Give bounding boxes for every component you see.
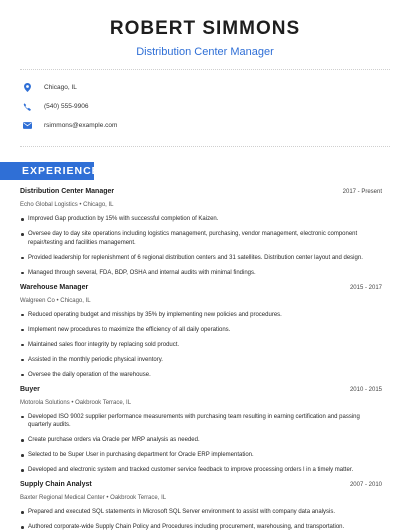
bullet-item: Assisted in the monthly periodic physical inventory. xyxy=(20,356,382,365)
job-header xyxy=(20,188,382,199)
candidate-role: Distribution Center Manager xyxy=(136,46,274,58)
experience-heading: EXPERIENCE xyxy=(0,162,94,180)
bullet-item: Reduced operating budget and misships by 35% by implementing new policies and procedures. xyxy=(20,311,382,320)
job-entry xyxy=(20,481,382,530)
job-bullets xyxy=(20,413,382,475)
job-title: Buyer xyxy=(20,385,40,393)
separator: • xyxy=(69,399,76,406)
contact-email[interactable] xyxy=(20,116,390,135)
bullet-item: Maintained sales floor integrity by replacing sold product. xyxy=(20,341,382,350)
email-icon xyxy=(22,121,32,131)
separator: • xyxy=(54,297,61,304)
bullet-item: Create purchase orders via Oracle per MRP analysis as needed. xyxy=(20,436,382,445)
job-entry xyxy=(20,188,382,277)
bullet-item: Prepared and executed SQL statements in Microsoft SQL Server environment to assist with company data analysis. xyxy=(20,508,382,517)
phone-text: (540) 555-9906 xyxy=(44,103,89,110)
job-bullets xyxy=(20,215,382,277)
job-organization xyxy=(20,295,382,307)
bullet-item: Selected to be Super User in purchasing department for Oracle ERP implementation. xyxy=(20,451,382,460)
job-entry xyxy=(20,284,382,380)
job-dates: 2015 - 2017 xyxy=(349,284,382,291)
candidate-name: ROBERT SIMMONS xyxy=(109,18,301,39)
employer-location: Oakbrook Terrace, IL xyxy=(75,399,132,406)
job-title: Supply Chain Analyst xyxy=(20,481,92,488)
job-organization xyxy=(20,397,382,409)
location-text: Chicago, IL xyxy=(44,84,77,91)
header-divider xyxy=(20,69,390,70)
job-header xyxy=(20,386,382,397)
bullet-item: Implement new procedures to maximize the efficiency of all daily operations. xyxy=(20,326,382,335)
job-header xyxy=(20,284,382,295)
employer-name: Motorola Solutions xyxy=(20,399,70,406)
bullet-item: Provided leadership for replenishment of 6 regional distribution centers and 31 satellites. Distribution center layout and design. xyxy=(20,254,382,263)
job-dates: 2010 - 2015 xyxy=(349,386,382,393)
job-bullets xyxy=(20,508,382,530)
employer-name: Echo Global Logistics xyxy=(20,202,78,208)
job-entry xyxy=(20,386,382,475)
job-title: Distribution Center Manager xyxy=(20,188,115,195)
job-header xyxy=(20,481,382,492)
resume-header xyxy=(0,0,410,59)
phone-icon xyxy=(22,102,32,112)
job-organization xyxy=(20,199,382,211)
job-dates: 2007 - 2010 xyxy=(349,482,382,488)
employer-name: Walgreen Co xyxy=(20,297,55,304)
employer-name: Baxter Regional Medical Center xyxy=(20,495,105,501)
job-title: Warehouse Manager xyxy=(20,283,89,291)
separator: • xyxy=(77,202,84,208)
contact-divider xyxy=(20,146,390,147)
employer-location: Chicago, IL xyxy=(83,202,114,208)
bullet-item: Developed and electronic system and tracked customer service feedback to improve processing orders l in a timely matter. xyxy=(20,466,382,475)
employer-location: Chicago, IL xyxy=(60,297,91,304)
bullet-item: Authored corporate-wide Supply Chain Policy and Procedures including procurement, warehousing, and transportation. xyxy=(20,523,382,530)
bullet-item: Developed ISO 9002 supplier performance measurements with purchasing team resulting in earning certification and passing quarterly audits. xyxy=(20,413,382,430)
job-organization xyxy=(20,492,382,504)
location-pin-icon xyxy=(22,83,32,93)
bullet-item: Oversee the daily operation of the warehouse. xyxy=(20,371,382,380)
contact-phone xyxy=(20,97,390,116)
experience-list xyxy=(20,188,382,530)
contact-location xyxy=(20,78,390,97)
bullet-item: Improved Gap production by 15% with successful completion of Kaizen. xyxy=(20,215,382,224)
email-text[interactable]: rsimmons@example.com xyxy=(44,122,118,129)
job-dates: 2017 - Present xyxy=(342,189,382,195)
bullet-item: Managed through several, FDA, BDP, OSHA and internal audits with minimal findings. xyxy=(20,269,382,278)
contact-list xyxy=(20,78,390,135)
job-bullets xyxy=(20,311,382,380)
employer-location: Oakbrook Terrace, IL xyxy=(110,495,167,501)
bullet-item: Oversee day to day site operations including logistics management, purchasing, vendor management, electronic component repair/testing and facilities management. xyxy=(20,230,382,247)
separator: • xyxy=(104,495,111,501)
